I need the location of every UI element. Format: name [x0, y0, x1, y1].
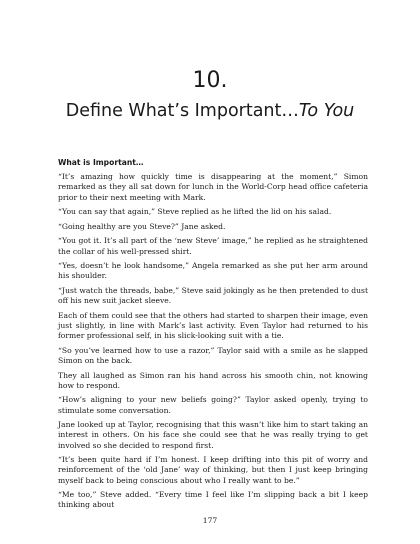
- page-number: 177: [202, 516, 218, 525]
- paragraph: Each of them could see that the others had started to sharpen their image, even just slightly, in line with Mark’s last activity. Even Taylor had returned to his former professional self, in his slick-looking suit with a tie.: [58, 310, 368, 341]
- paragraph: “It’s amazing how quickly time is disappearing at the moment,” Simon remarked as they all sat down for lunch in the World-Corp head office cafeteria prior to their next meeting with Mark.: [58, 172, 368, 202]
- paragraph: “How’s aligning to your new beliefs going?” Taylor asked openly, trying to stimulate some conversation.: [58, 395, 368, 415]
- paragraph: “It’s been quite hard if I’m honest. I keep drifting into this pit of worry and reinforcement of the ‘old Jane’ way of thinking, but then I just keep bringing myself back to being conscious about who I really want to be.”: [58, 455, 368, 485]
- chapter-title: [0, 101, 420, 121]
- body-text: [58, 158, 368, 515]
- paragraph: “You can say that again,” Steve replied as he lifted the lid on his salad.: [58, 207, 332, 217]
- paragraph: “Going healthy are you Steve?” Jane asked.: [58, 221, 226, 231]
- paragraph: “Just watch the threads, babe,” Steve said jokingly as he then pretended to dust off his new suit jacket sleeve.: [58, 285, 368, 306]
- paragraph: “Yes, doesn’t he look handsome,” Angela remarked as she put her arm around his shoulder.: [58, 261, 368, 281]
- chapter-number: 10.: [192, 68, 228, 93]
- paragraph: Jane looked up at Taylor, recognising that this wasn’t like him to start taking an interest in others. On his face she could see that he was really trying to get involved so she decided to respond first.: [58, 420, 368, 450]
- paragraph: “Me too,” Steve added. “Every time I feel like I’m slipping back a bit I keep thinking about: [58, 490, 368, 510]
- paragraph: “You got it. It’s all part of the ‘new Steve’ image,” he replied as he straightened the collar of his well-pressed shirt.: [58, 236, 368, 256]
- paragraph: “So you’ve learned how to use a razor,” Taylor said with a smile as he slapped Simon on the back.: [58, 345, 368, 365]
- paragraph: They all laughed as Simon ran his hand across his smooth chin, not knowing how to respond.: [58, 370, 368, 390]
- section-heading: What is Important…: [58, 158, 144, 167]
- chapter-title-main: Define What’s Important…: [65, 101, 299, 121]
- chapter-title-italic: To You: [298, 101, 355, 121]
